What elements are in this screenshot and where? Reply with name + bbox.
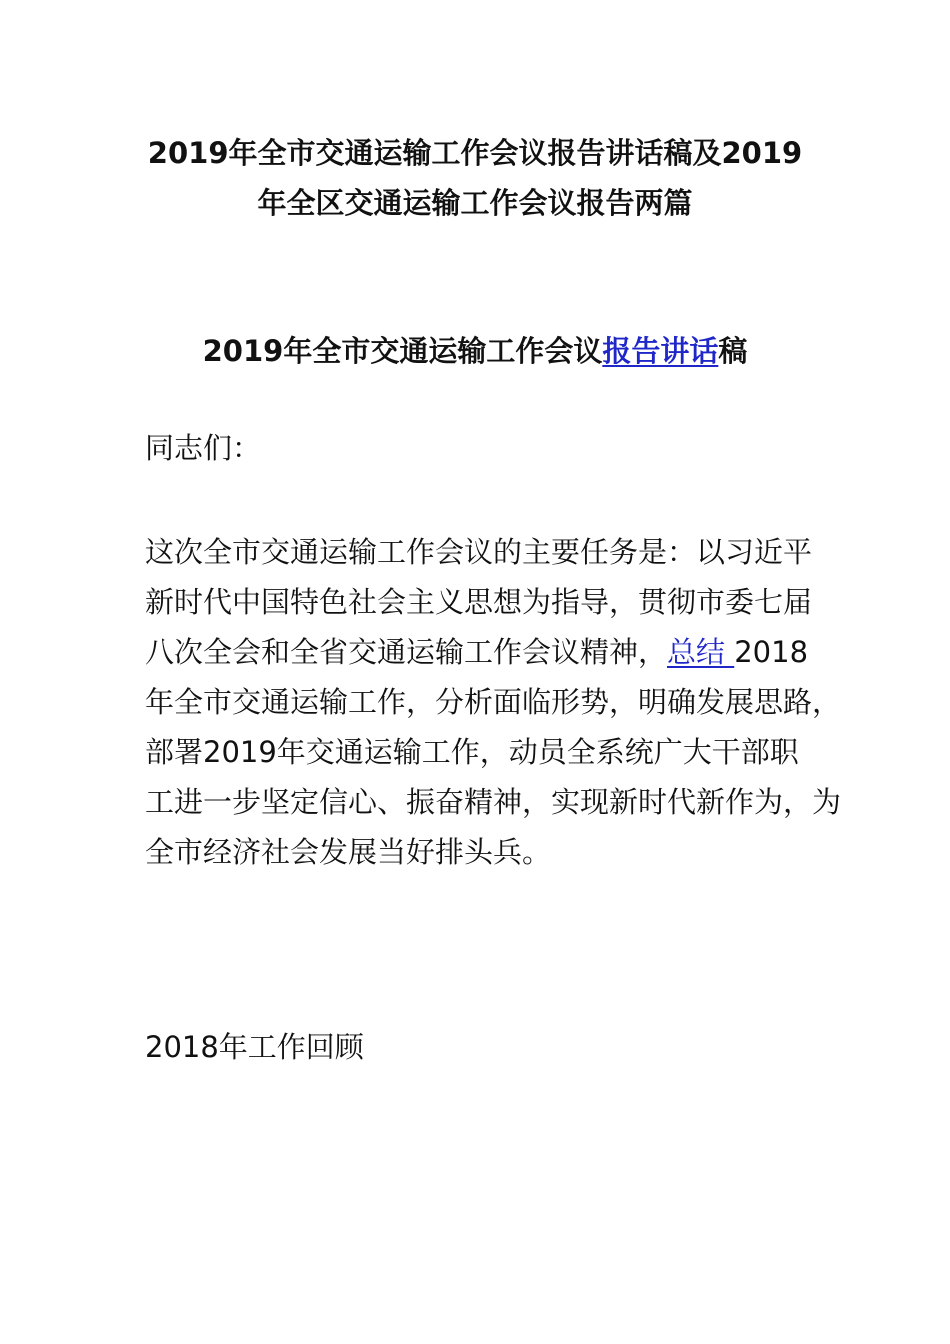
intro-paragraph bbox=[145, 527, 842, 877]
document-title-line-1: 2019年全市交通运输工作会议报告讲话稿及2019 bbox=[147, 136, 803, 170]
document-title bbox=[100, 128, 850, 228]
speech-title-suffix: 稿 bbox=[718, 334, 748, 368]
paragraph-line: 全市经济社会发展当好排头兵。 bbox=[145, 835, 552, 869]
paragraph-line-prefix: 八次全会和全省交通运输工作会议精神， bbox=[145, 635, 668, 669]
speech-title-prefix: 2019年全市交通运输工作会议 bbox=[202, 334, 603, 368]
summary-link[interactable]: 总结 bbox=[667, 635, 735, 669]
speech-title bbox=[100, 329, 850, 373]
paragraph-line: 年全市交通运输工作，分析面临形势，明确发展思路， bbox=[145, 685, 842, 719]
paragraph-line-suffix: 2018 bbox=[734, 635, 809, 669]
speech-report-link[interactable]: 报告讲话 bbox=[602, 334, 719, 368]
salutation: 同志们： bbox=[145, 431, 262, 465]
section-heading: 2018年工作回顾 bbox=[145, 1030, 364, 1064]
paragraph-line: 新时代中国特色社会主义思想为指导，贯彻市委七届 bbox=[145, 585, 813, 619]
document-title-line-2: 年全区交通运输工作会议报告两篇 bbox=[257, 186, 693, 220]
paragraph-line: 部署2019年交通运输工作，动员全系统广大干部职 bbox=[145, 735, 799, 769]
paragraph-line: 工进一步坚定信心、振奋精神，实现新时代新作为，为 bbox=[145, 785, 842, 819]
paragraph-line: 这次全市交通运输工作会议的主要任务是：以习近平 bbox=[145, 535, 813, 569]
paragraph-line bbox=[145, 627, 815, 677]
